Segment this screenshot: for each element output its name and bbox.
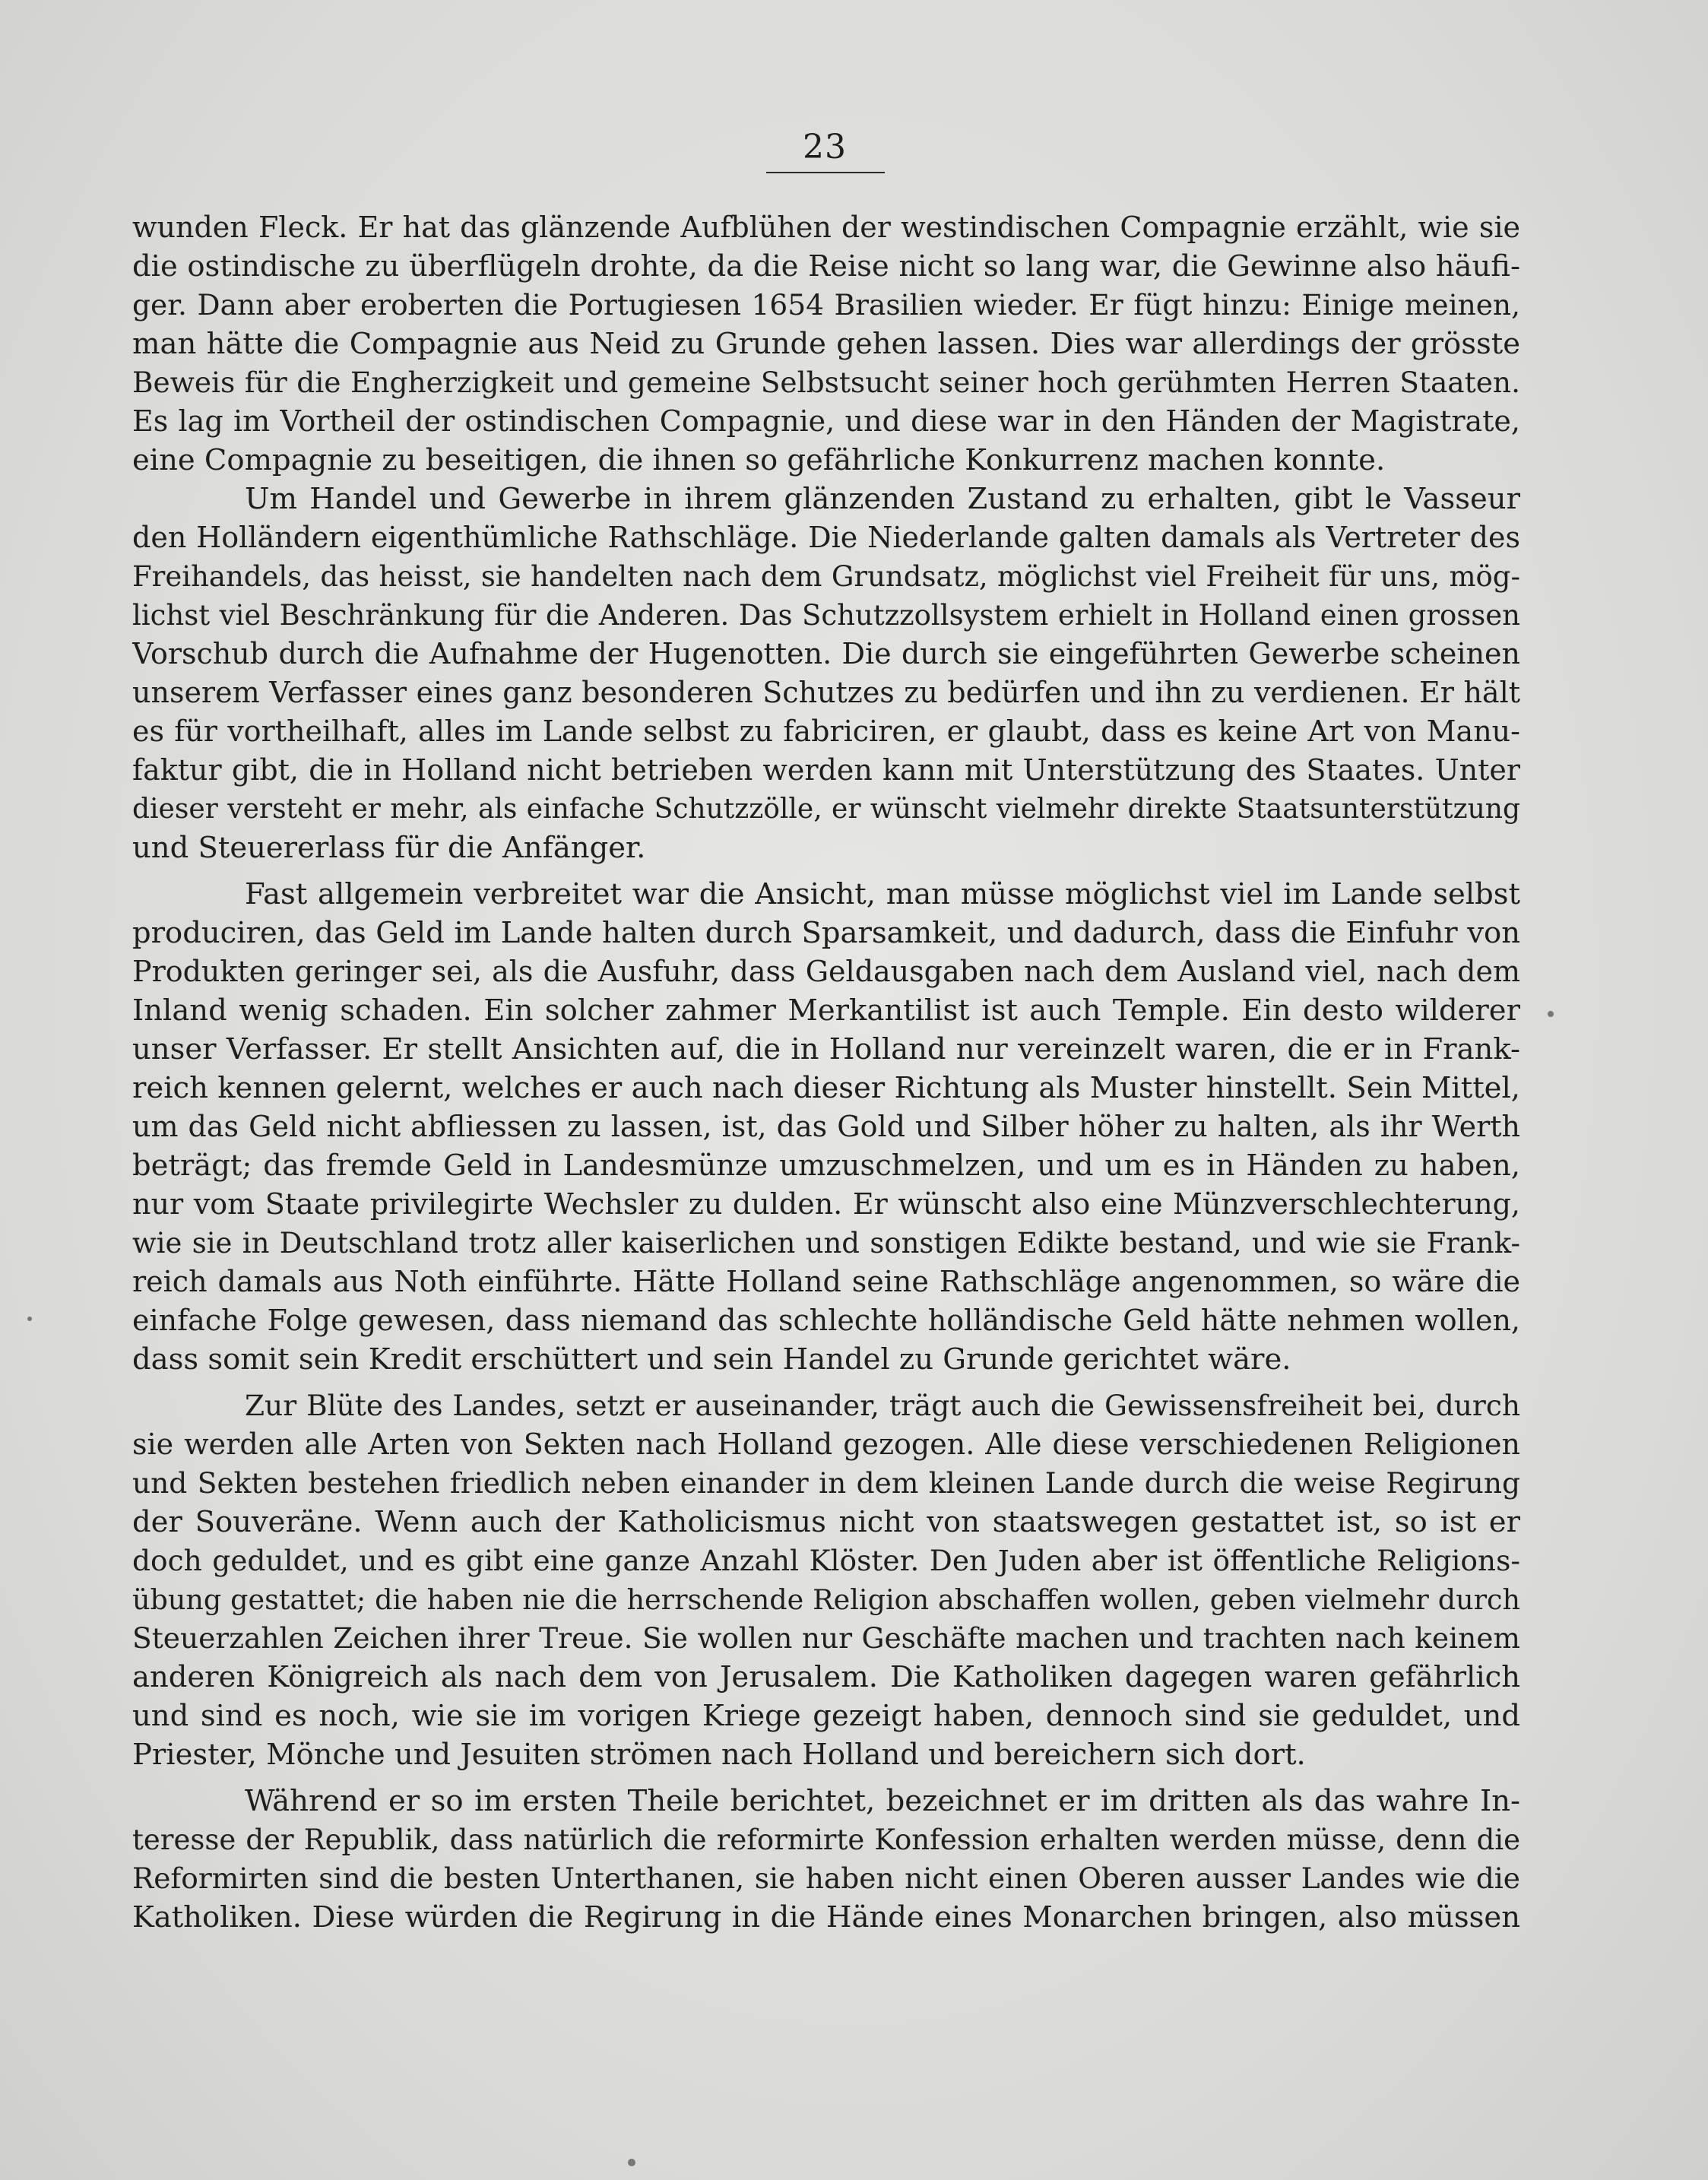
text-line: wunden Fleck. Er hat das glänzende Aufblühen der westindischen Compagnie erzählt, wie sie <box>132 211 1520 244</box>
text-line: faktur gibt, die in Holland nicht betrieben werden kann mit Unterstützung des Staates. Unter <box>132 753 1520 787</box>
paragraph-gap <box>132 1379 1520 1386</box>
text-line: anderen Königreich als nach dem von Jerusalem. Die Katholiken dagegen waren gefährlich <box>132 1660 1520 1694</box>
scan-speck <box>628 2159 635 2166</box>
text-line: unser Verfasser. Er stellt Ansichten auf, die in Holland nur vereinzelt waren, die er in Frank- <box>132 1032 1520 1066</box>
text-line: Freihandels, das heisst, sie handelten nach dem Grundsatz, möglichst viel Freiheit für uns, mög- <box>132 560 1520 593</box>
text-line: ger. Dann aber eroberten die Portugiesen 1654 Brasilien wieder. Er fügt hinzu: Einige meinen, <box>132 288 1520 322</box>
text-line: produciren, das Geld im Lande halten durch Sparsamkeit, und dadurch, dass die Einfuhr von <box>132 916 1520 950</box>
scan-speck <box>27 1317 32 1321</box>
text-line: Beweis für die Engherzigkeit und gemeine Selbstsucht seiner hoch gerühmten Herren Staaten. <box>132 366 1520 399</box>
scan-speck <box>1548 1011 1554 1017</box>
text-line: Priester, Mönche und Jesuiten strömen nach Holland und bereichern sich dort. <box>132 1738 1306 1772</box>
text-line: doch geduldet, und es gibt eine ganze Anzahl Klöster. Den Juden aber ist öffentliche Religions- <box>132 1544 1520 1577</box>
text-line: übung gestattet; die haben nie die herrschende Religion abschaffen wollen, geben vielmehr durch <box>132 1583 1520 1616</box>
text-line: und Sekten bestehen friedlich neben einander in dem kleinen Lande durch die weise Regirung <box>132 1466 1520 1500</box>
text-line: teresse der Republik, dass natürlich die reformirte Konfession erhalten werden müsse, denn die <box>132 1824 1520 1856</box>
paragraph <box>132 875 1520 1379</box>
text-line: Fast allgemein verbreitet war die Ansicht, man müsse möglichst viel im Lande selbst <box>245 877 1520 911</box>
text-line: es für vortheilhaft, alles im Lande selbst zu fabriciren, er glaubt, dass es keine Art von Manu- <box>132 715 1520 748</box>
paragraph <box>132 208 1520 480</box>
page-number: 23 <box>803 128 847 166</box>
paragraph-gap <box>132 1774 1520 1782</box>
text-line: Inland wenig schaden. Ein solcher zahmer Merkantilist ist auch Temple. Ein desto wilderer <box>132 993 1520 1028</box>
paragraph-gap <box>132 867 1520 875</box>
text-line: Steuerzahlen Zeichen ihrer Treue. Sie wollen nur Geschäfte machen und trachten nach keinem <box>132 1621 1520 1655</box>
text-line: um das Geld nicht abfliessen zu lassen, ist, das Gold und Silber höher zu halten, als ihr Werth <box>132 1110 1520 1143</box>
text-line: dieser versteht er mehr, als einfache Schutzzölle, er wünscht vielmehr direkte Staatsunterstützung <box>132 794 1520 825</box>
text-line: wie sie in Deutschland trotz aller kaiserlichen und sonstigen Edikte bestand, und wie sie Frank- <box>132 1227 1520 1260</box>
body-text <box>132 208 1520 1937</box>
text-line: Zur Blüte des Landes, setzt er auseinander, trägt auch die Gewissensfreiheit bei, durch <box>245 1389 1520 1422</box>
text-line: sie werden alle Arten von Sekten nach Holland gezogen. Alle diese verschiedenen Religionen <box>132 1427 1520 1461</box>
text-line: Vorschub durch die Aufnahme der Hugenotten. Die durch sie eingeführten Gewerbe scheinen <box>132 637 1520 670</box>
text-line: der Souveräne. Wenn auch der Katholicismus nicht von staatswegen gestattet ist, so ist er <box>132 1505 1520 1539</box>
page-number-rule <box>766 172 885 173</box>
text-line: Katholiken. Diese würden die Regirung in die Hände eines Monarchen bringen, also müssen <box>132 1900 1520 1934</box>
paragraph <box>132 1386 1520 1774</box>
text-line: Um Handel und Gewerbe in ihrem glänzenden Zustand zu erhalten, gibt le Vasseur <box>245 482 1520 516</box>
text-line: nur vom Staate privilegirte Wechsler zu dulden. Er wünscht also eine Münzverschlechterung, <box>132 1187 1520 1221</box>
text-line: und Steuererlass für die Anfänger. <box>132 831 646 865</box>
paragraph <box>132 1782 1520 1937</box>
text-line: eine Compagnie zu beseitigen, die ihnen so gefährliche Konkurrenz machen konnte. <box>132 443 1386 477</box>
text-line: lichst viel Beschränkung für die Anderen. Das Schutzzollsystem erhielt in Holland einen grossen <box>132 599 1520 632</box>
text-line: die ostindische zu überflügeln drohte, da die Reise nicht so lang war, die Gewinne also häufi- <box>132 249 1520 284</box>
text-line: den Holländern eigenthümliche Rathschläge. Die Niederlande galten damals als Vertreter des <box>132 521 1520 554</box>
text-line: beträgt; das fremde Geld in Landesmünze umzuschmelzen, und um es in Händen zu haben, <box>132 1149 1520 1183</box>
text-line: dass somit sein Kredit erschüttert und sein Handel zu Grunde gerichtet wäre. <box>132 1342 1291 1377</box>
text-line: unserem Verfasser eines ganz besonderen Schutzes zu bedürfen und ihn zu verdienen. Er hält <box>132 676 1520 709</box>
text-line: Während er so im ersten Theile berichtet, bezeichnet er im dritten als das wahre In- <box>245 1784 1520 1818</box>
text-line: und sind es noch, wie sie im vorigen Kriege gezeigt haben, dennoch sind sie geduldet, und <box>132 1699 1520 1733</box>
text-line: Produkten geringer sei, als die Ausfuhr, dass Geldausgaben nach dem Ausland viel, nach dem <box>132 955 1520 988</box>
text-line: man hätte die Compagnie aus Neid zu Grunde gehen lassen. Dies war allerdings der grösste <box>132 327 1520 361</box>
text-line: Es lag im Vortheil der ostindischen Compagnie, und diese war in den Händen der Magistrate, <box>132 404 1520 438</box>
paragraph <box>132 480 1520 867</box>
text-line: reich damals aus Noth einführte. Hätte Holland seine Rathschläge angenommen, so wäre die <box>132 1265 1520 1298</box>
text-line: reich kennen gelernt, welches er auch nach dieser Richtung als Muster hinstellt. Sein Mittel, <box>132 1071 1520 1105</box>
text-line: Reformirten sind die besten Unterthanen, sie haben nicht einen Oberen ausser Landes wie die <box>132 1862 1520 1895</box>
text-line: einfache Folge gewesen, dass niemand das schlechte holländische Geld hätte nehmen wollen, <box>132 1304 1520 1337</box>
